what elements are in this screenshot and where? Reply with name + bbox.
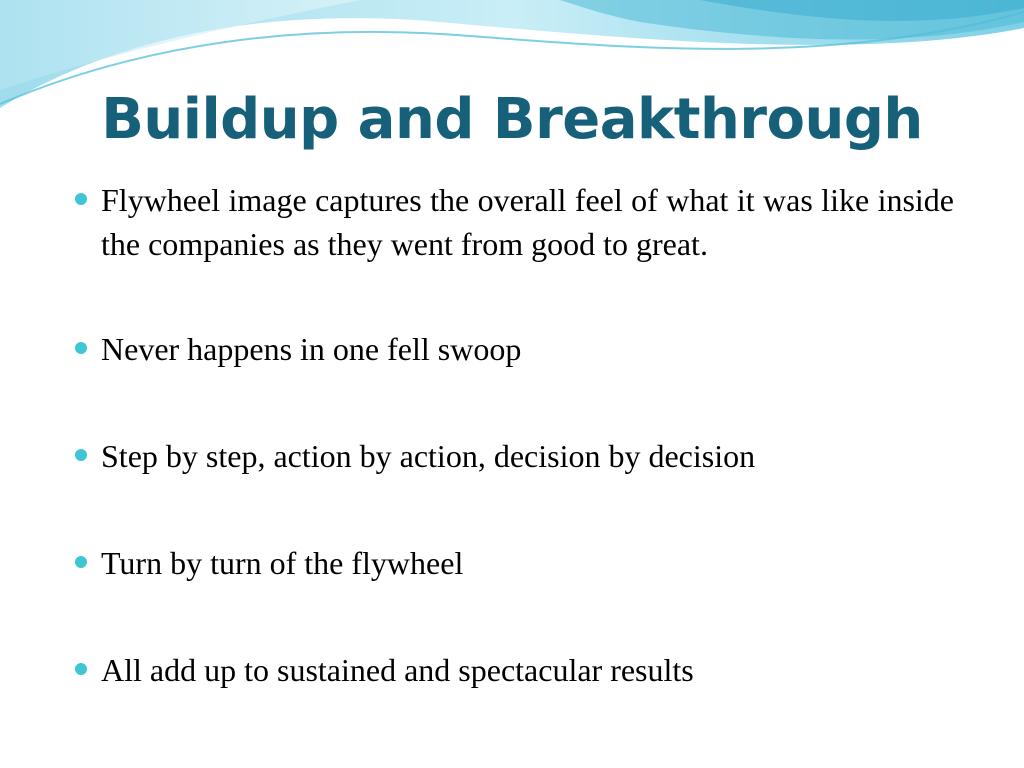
- bullet-dot-icon: [75, 663, 87, 675]
- slide-title: Buildup and Breakthrough: [101, 87, 923, 152]
- bullet-item: [72, 434, 954, 478]
- bullet-item: [72, 178, 954, 266]
- bullet-text: Never happens in one fell swoop: [101, 331, 522, 367]
- bullet-dot-icon: [75, 449, 87, 461]
- bullet-text: All add up to sustained and spectacular results: [101, 652, 694, 688]
- bullet-item: [72, 648, 954, 692]
- bullet-text: Turn by turn of the flywheel: [101, 545, 464, 581]
- bullet-text: Flywheel image captures the overall feel of what it was like inside the companies as they went from good to great.: [101, 182, 954, 262]
- bullet-list: [72, 178, 954, 692]
- bullet-item: [72, 327, 954, 371]
- bullet-text: Step by step, action by action, decision by decision: [101, 438, 756, 474]
- bullet-dot-icon: [75, 556, 87, 568]
- bullet-dot-icon: [75, 193, 87, 205]
- bullet-dot-icon: [75, 342, 87, 354]
- bullet-item: [72, 541, 954, 585]
